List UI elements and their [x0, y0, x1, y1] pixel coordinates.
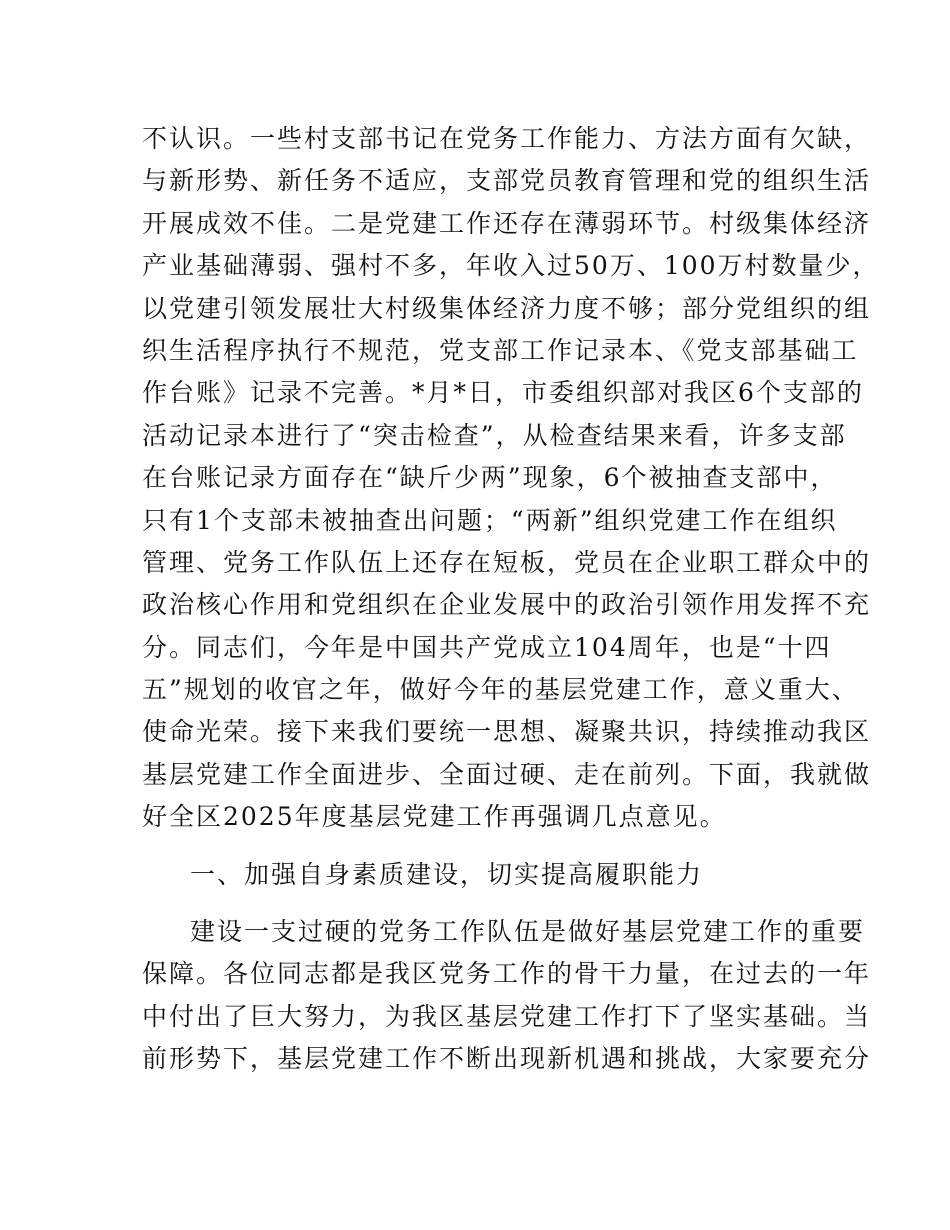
- paragraph-intro: [142, 118, 880, 839]
- text-line: 中付出了巨大努力，为我区基层党建工作打下了坚实基础。当: [142, 1001, 872, 1031]
- text-line: 好全区2025年度基层党建工作再强调几点意见。: [142, 802, 727, 832]
- text-line: 管理、党务工作队伍上还存在短板，党员在企业职工群众中的: [142, 547, 872, 577]
- text-line: 开展成效不佳。二是党建工作还存在薄弱环节。村级集体经济: [142, 208, 872, 238]
- document-body: [142, 118, 880, 1081]
- text-line: 使命光荣。接下来我们要统一思想、凝聚共识，持续推动我区: [142, 717, 872, 747]
- text-line: 政治核心作用和党组织在企业发展中的政治引领作用发挥不充: [142, 590, 872, 620]
- text-line: 以党建引领发展壮大村级集体经济力度不够；部分党组织的组: [142, 293, 872, 323]
- text-line: 前形势下，基层党建工作不断出现新机遇和挑战，大家要充分: [142, 1044, 872, 1074]
- paragraph-section-one: [142, 911, 872, 1081]
- text-line: 与新形势、新任务不适应，支部党员教育管理和党的组织生活: [142, 166, 872, 196]
- text-line: 只有1个支部未被抽查出问题；“两新”组织党建工作在组织: [142, 505, 838, 535]
- text-line: 活动记录本进行了“突击检查”，从检查结果来看，许多支部: [142, 420, 847, 450]
- text-line: 建设一支过硬的党务工作队伍是做好基层党建工作的重要: [190, 917, 866, 947]
- text-line: 产业基础薄弱、强村不多，年收入过50万、100万村数量少，: [142, 251, 880, 281]
- text-line: 基层党建工作全面进步、全面过硬、走在前列。下面，我就做: [142, 759, 872, 789]
- text-line: 在台账记录方面存在“缺斤少两”现象，6个被抽查支部中，: [142, 463, 838, 493]
- text-line: 织生活程序执行不规范，党支部工作记录本、《党支部基础工: [142, 335, 859, 365]
- text-line: 保障。各位同志都是我区党务工作的骨干力量，在过去的一年: [142, 959, 872, 989]
- text-line: 分。同志们，今年是中国共产党成立104周年，也是“十四: [142, 632, 832, 662]
- text-line: 不认识。一些村支部书记在党务工作能力、方法方面有欠缺，: [142, 124, 872, 153]
- section-heading: 一、加强自身素质建设，切实提高履职能力: [190, 859, 704, 889]
- text-line: 五”规划的收官之年，做好今年的基层党建工作，意义重大、: [142, 675, 859, 705]
- text-line: 作台账》记录不完善。*月*日，市委组织部对我区6个支部的: [142, 378, 864, 408]
